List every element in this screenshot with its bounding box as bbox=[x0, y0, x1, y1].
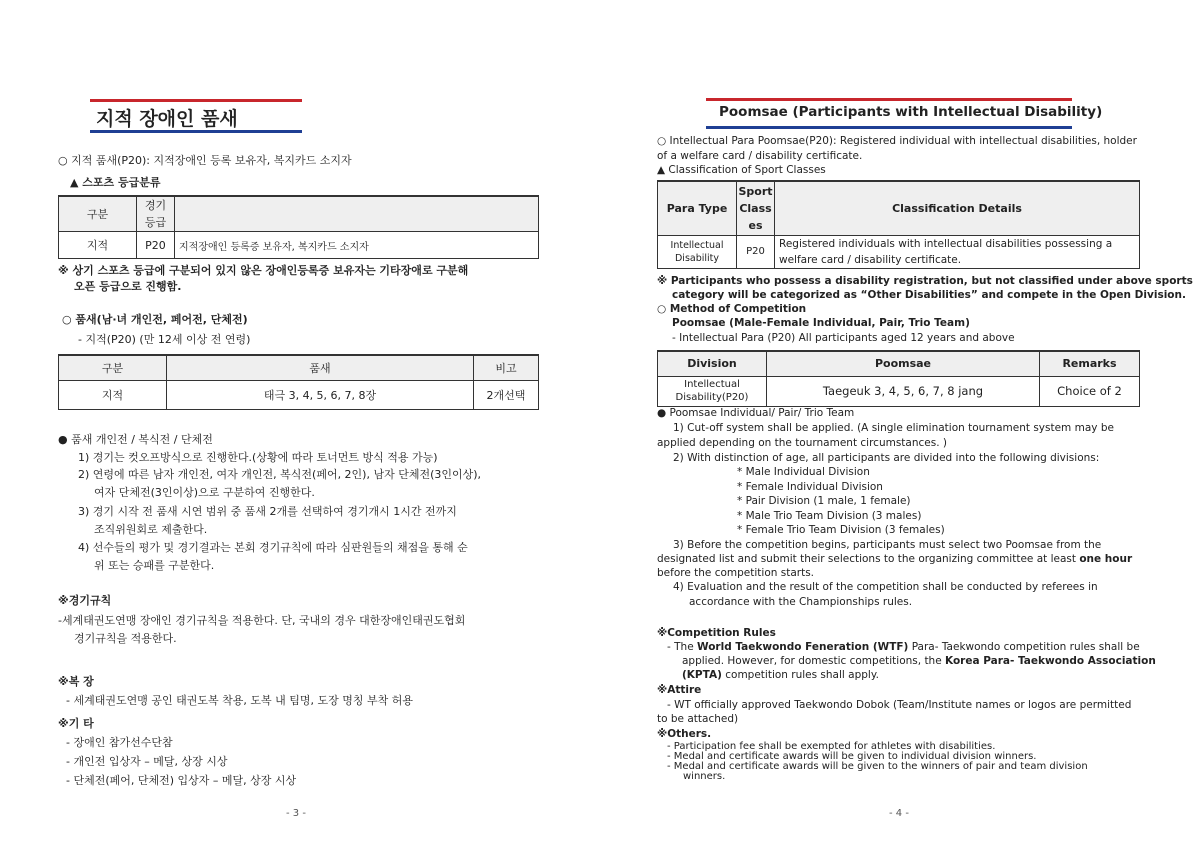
section-heading: ※Others. bbox=[657, 728, 712, 740]
text-line: ○ 품새(남·녀 개인전, 페어전, 단체전) bbox=[62, 313, 248, 326]
text-line: - The World Taekwondo Feneration (WTF) Para- Taekwondo competition rules shall be bbox=[667, 641, 1140, 653]
list-item: * Female Trio Team Division (3 females) bbox=[737, 524, 945, 536]
note: category will be categorized as “Other Disabilities” and compete in the Open Division. bbox=[672, 289, 1186, 301]
section-heading: ※Attire bbox=[657, 684, 702, 696]
table-cell: 지적장애인 등록증 보유자, 복지카드 소지자 bbox=[175, 232, 539, 259]
table-header: Para Type bbox=[658, 181, 737, 235]
page-title: Poomsae (Participants with Intellectual Disability) bbox=[719, 104, 1103, 120]
text-line: - 세계태권도연맹 공인 태권도복 착용, 도복 내 팀명, 도장 명칭 부착 허용 bbox=[66, 694, 413, 707]
list-item: 1) 경기는 컷오프방식으로 진행한다.(상황에 따라 토너먼트 방식 적용 가능) bbox=[78, 451, 438, 464]
text-line: ○ Method of Competition bbox=[657, 303, 807, 315]
text-line: - WT officially approved Taekwondo Dobok (Team/Institute names or logos are permitted bbox=[667, 699, 1132, 711]
classification-table bbox=[657, 180, 1140, 269]
section-heading: ※Competition Rules bbox=[657, 627, 776, 639]
text-line: -세계태권도연맹 장애인 경기규칙을 적용한다. 단, 국내의 경우 대한장애인태권도협회 bbox=[58, 614, 466, 627]
list-item: - Participation fee shall be exempted for athletes with disabilities. bbox=[667, 741, 996, 752]
classification-table bbox=[58, 195, 539, 259]
page-number: - 4 - bbox=[889, 808, 909, 819]
list-item: * Female Individual Division bbox=[737, 481, 883, 493]
text-line: Poomsae (Male-Female Individual, Pair, Trio Team) bbox=[672, 317, 970, 329]
table-header: Poomsae bbox=[767, 351, 1040, 376]
list-item: * Male Individual Division bbox=[737, 466, 870, 478]
poomsae-table bbox=[657, 350, 1140, 407]
section-heading: ※복 장 bbox=[58, 675, 94, 688]
table-cell: 지적 bbox=[59, 232, 137, 259]
text-line: ▲ 스포츠 등급분류 bbox=[70, 176, 161, 189]
list-item: 4) 선수들의 평가 및 경기결과는 본회 경기규칙에 따라 심판원들의 채점을 통해 순 bbox=[78, 541, 468, 554]
text-line: applied. However, for domestic competitions, the Korea Para- Taekwondo Association bbox=[682, 655, 1156, 667]
text-line: - 지적(P20) (만 12세 이상 전 연령) bbox=[78, 333, 251, 346]
list-item: - 단체전(페어, 단체전) 입상자 – 메달, 상장 시상 bbox=[66, 774, 297, 787]
text-line: to be attached) bbox=[657, 713, 739, 725]
title-bar-top bbox=[706, 98, 1072, 101]
table-cell: P20 bbox=[737, 235, 775, 268]
table-header: Remarks bbox=[1040, 351, 1140, 376]
note: ※ Participants who possess a disability registration, but not classified under above sports bbox=[657, 275, 1193, 287]
page-number: - 3 - bbox=[286, 808, 306, 819]
table-cell: 태극 3, 4, 5, 6, 7, 8장 bbox=[167, 380, 474, 409]
list-item: - 장애인 참가선수단참 bbox=[66, 736, 173, 749]
list-item: 여자 단체전(3인이상)으로 구분하여 진행한다. bbox=[94, 486, 315, 499]
text-line: (KPTA) competition rules shall apply. bbox=[682, 669, 879, 681]
list-item: winners. bbox=[683, 771, 726, 782]
list-item: 3) 경기 시작 전 품새 시연 범위 중 품새 2개를 선택하여 경기개시 1시간 전까지 bbox=[78, 505, 457, 518]
list-item: designated list and submit their selections to the organizing committee at least one hour bbox=[657, 553, 1133, 565]
table-header: 비고 bbox=[474, 355, 539, 380]
section-heading: ※경기규칙 bbox=[58, 594, 112, 607]
table-header: 구분 bbox=[59, 196, 137, 232]
table-cell: Intellectual Disability bbox=[658, 235, 737, 268]
list-item: - Medal and certificate awards will be given to the winners of pair and team division bbox=[667, 761, 1088, 772]
table-header: 품새 bbox=[167, 355, 474, 380]
table-cell: 2개선택 bbox=[474, 380, 539, 409]
list-item: 1) Cut-off system shall be applied. (A single elimination tournament system may be bbox=[673, 422, 1114, 434]
text-line: ▲ Classification of Sport Classes bbox=[657, 164, 826, 176]
text-line: 경기규칙을 적용한다. bbox=[74, 632, 177, 645]
page-title: 지적 장애인 품새 bbox=[96, 108, 238, 130]
list-item: * Male Trio Team Division (3 males) bbox=[737, 510, 922, 522]
list-item: accordance with the Championships rules. bbox=[689, 596, 913, 608]
list-item: - 개인전 입상자 – 메달, 상장 시상 bbox=[66, 755, 228, 768]
table-header bbox=[175, 196, 539, 232]
table-cell: Choice of 2 bbox=[1040, 376, 1140, 406]
table-header: 경기 등급 bbox=[137, 196, 175, 232]
table-header: 구분 bbox=[59, 355, 167, 380]
table-header: Division bbox=[658, 351, 767, 376]
table-header: Sport Class es bbox=[737, 181, 775, 235]
list-item: 4) Evaluation and the result of the competition shall be conducted by referees in bbox=[673, 581, 1098, 593]
text-line: of a welfare card / disability certificate. bbox=[657, 150, 863, 162]
title-bar-bottom bbox=[706, 126, 1072, 129]
list-item: 2) 연령에 따른 남자 개인전, 여자 개인전, 복식전(페어, 2인), 남자 단체전(3인이상), bbox=[78, 468, 482, 481]
text-line: ● Poomsae Individual/ Pair/ Trio Team bbox=[657, 407, 855, 419]
note: 오픈 등급으로 진행함. bbox=[74, 280, 182, 293]
list-item: 3) Before the competition begins, participants must select two Poomsae from the bbox=[673, 539, 1102, 551]
list-item: 위 또는 승패를 구분한다. bbox=[94, 559, 215, 572]
note: ※ 상기 스포츠 등급에 구분되어 있지 않은 장애인등록증 보유자는 기타장애로 구분해 bbox=[58, 264, 469, 277]
table-cell: Intellectual Disability(P20) bbox=[658, 376, 767, 406]
list-item: applied depending on the tournament circumstances. ) bbox=[657, 437, 947, 449]
list-item: before the competition starts. bbox=[657, 567, 814, 579]
poomsae-table bbox=[58, 354, 539, 410]
table-cell: P20 bbox=[137, 232, 175, 259]
text-line: - Intellectual Para (P20) All participants aged 12 years and above bbox=[672, 332, 1015, 344]
text-line: ○ 지적 품새(P20): 지적장애인 등록 보유자, 복지카드 소지자 bbox=[58, 154, 352, 167]
text-line: ○ Intellectual Para Poomsae(P20): Registered individual with intellectual disabilities, holder bbox=[657, 135, 1137, 147]
title-bar-bottom bbox=[90, 130, 302, 133]
list-item: 2) With distinction of age, all participants are divided into the following divisions: bbox=[673, 452, 1100, 464]
title-bar-top bbox=[90, 99, 302, 102]
list-item: 조직위원회로 제출한다. bbox=[94, 523, 208, 536]
list-item: * Pair Division (1 male, 1 female) bbox=[737, 495, 911, 507]
list-item: - Medal and certificate awards will be given to individual division winners. bbox=[667, 751, 1037, 762]
table-header: Classification Details bbox=[775, 181, 1140, 235]
table-cell: Taegeuk 3, 4, 5, 6, 7, 8 jang bbox=[767, 376, 1040, 406]
table-cell: Registered individuals with intellectual disabilities possessing a welfare card / disability certificate. bbox=[775, 235, 1140, 268]
section-heading: ※기 타 bbox=[58, 717, 94, 730]
table-cell: 지적 bbox=[59, 380, 167, 409]
text-line: ● 품새 개인전 / 복식전 / 단체전 bbox=[58, 433, 213, 446]
